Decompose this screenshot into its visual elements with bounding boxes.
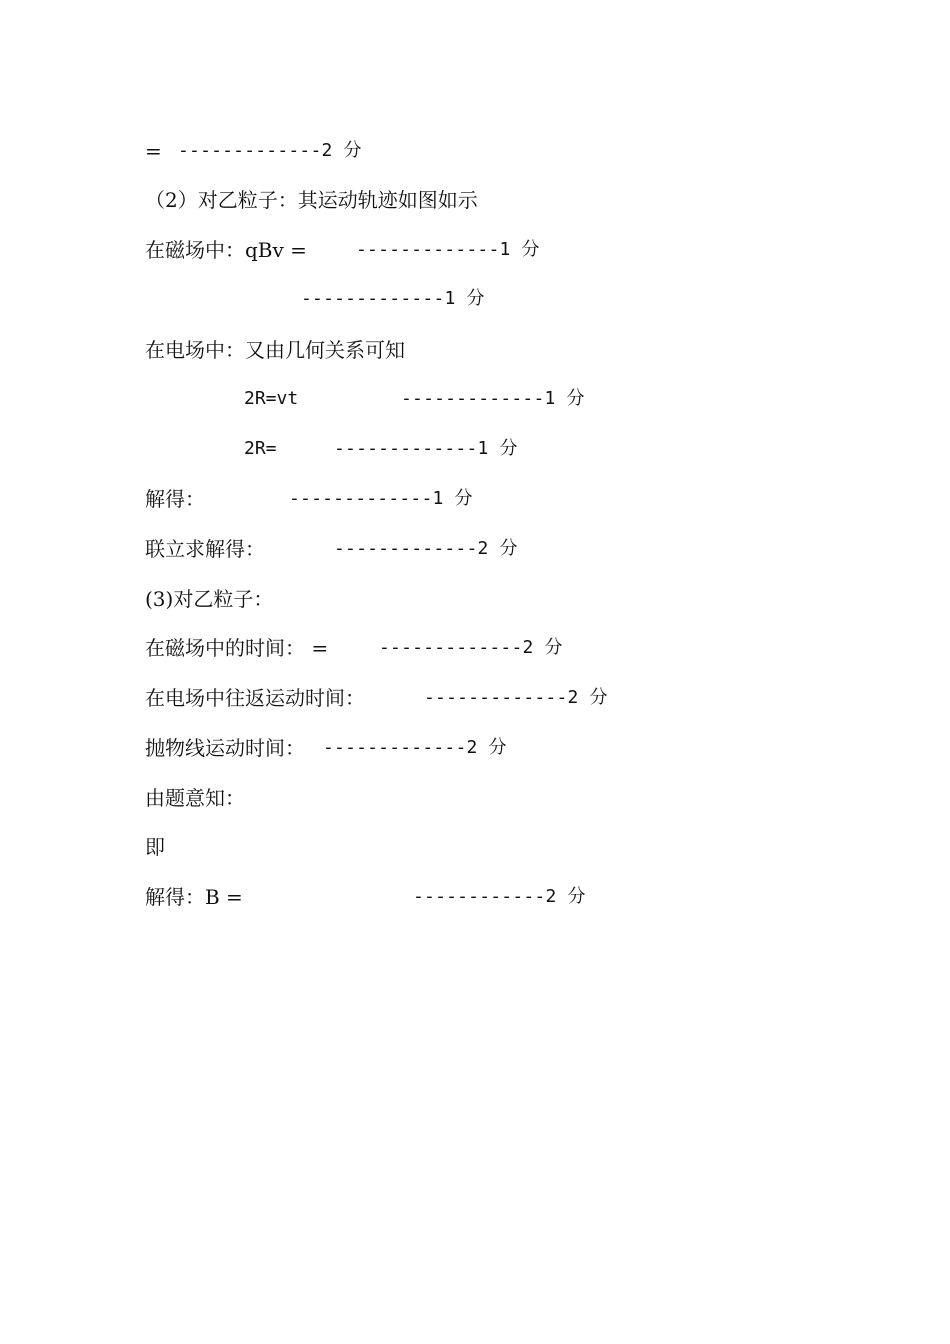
- final-answer-label: 解得：B =: [145, 885, 243, 909]
- condition-line: 由题意知：: [145, 786, 245, 810]
- section-2-heading: （2）对乙粒子：其运动轨迹如图如示: [145, 188, 478, 212]
- score-mark: -------------2 分: [323, 737, 507, 758]
- score-mark: ------------2 分: [413, 886, 586, 907]
- combined-solve-label: 联立求解得：: [145, 537, 265, 561]
- score-mark: -------------2 分: [178, 140, 362, 161]
- equals-sign: =: [145, 139, 162, 163]
- electric-time-label: 在电场中往返运动时间：: [145, 686, 365, 710]
- score-mark: -------------1 分: [289, 488, 473, 509]
- magnetic-time-label: 在磁场中的时间： =: [145, 636, 329, 660]
- equation: 2R=vt: [244, 388, 299, 409]
- solve-label: 解得：: [145, 487, 205, 511]
- score-mark: -------------1 分: [401, 388, 585, 409]
- score-mark: -------------1 分: [356, 239, 540, 260]
- section-3-heading: (3)对乙粒子：: [145, 587, 274, 611]
- magnetic-field-label: 在磁场中：qBv =: [145, 238, 307, 262]
- score-mark: -------------2 分: [379, 637, 563, 658]
- score-mark: -------------1 分: [301, 288, 485, 309]
- i-e-line: 即: [145, 835, 165, 859]
- score-mark: -------------2 分: [424, 687, 608, 708]
- score-mark: -------------2 分: [334, 538, 518, 559]
- parabola-time-label: 抛物线运动时间：: [145, 736, 305, 760]
- equation: 2R=: [244, 438, 277, 459]
- score-mark: -------------1 分: [334, 438, 518, 459]
- line-16: [145, 885, 586, 981]
- electric-field-line: 在电场中：又由几何关系可知: [145, 338, 405, 362]
